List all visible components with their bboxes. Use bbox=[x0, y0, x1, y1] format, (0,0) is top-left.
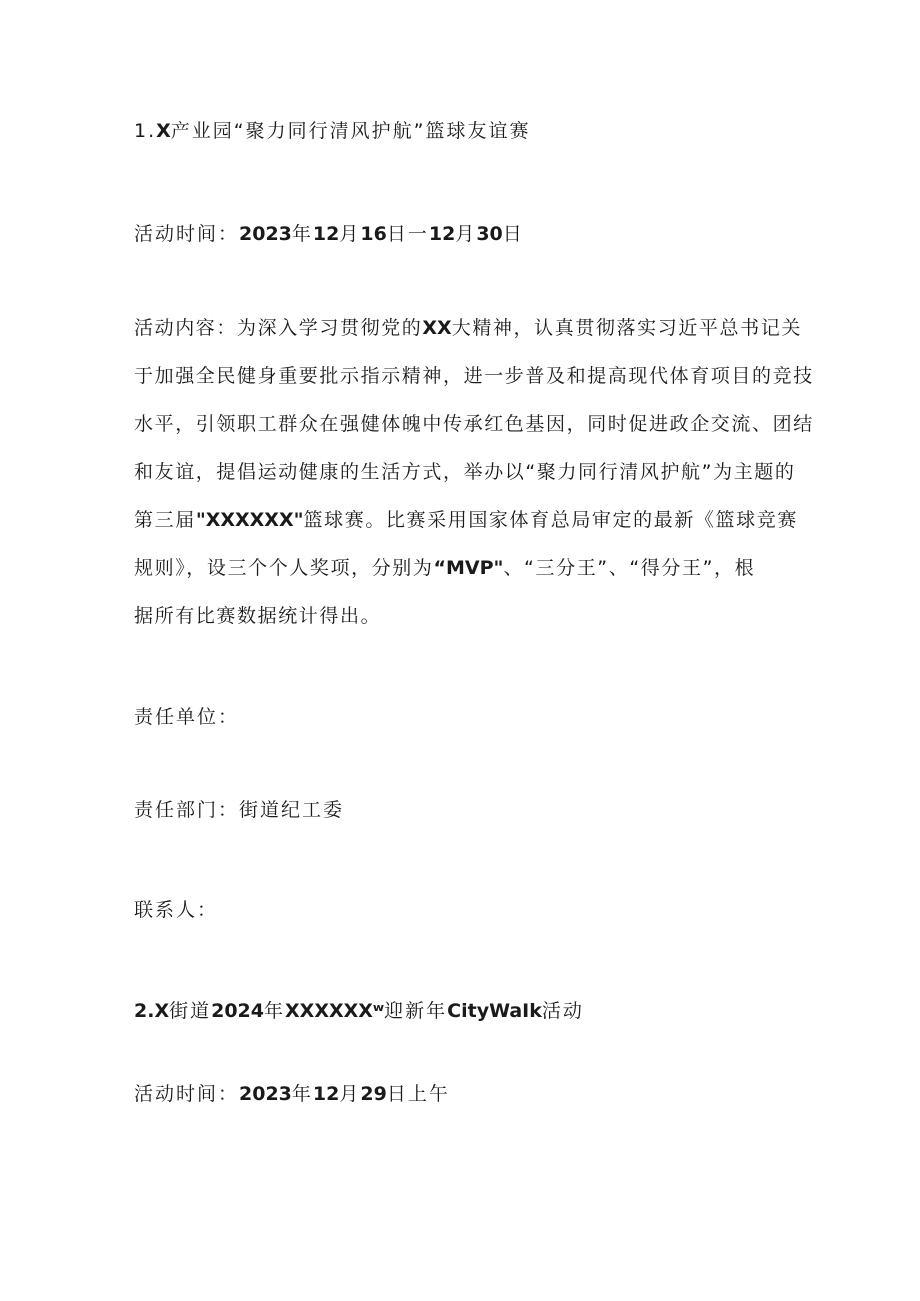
content-text: 于加强全民健身重要批示指示精神，进一步普及和提高现代体育项目的竞技 bbox=[134, 365, 814, 387]
item2-time-rest: 日上午 bbox=[386, 1083, 450, 1105]
content-row bbox=[134, 592, 794, 640]
item1-time-ri1: 日一 bbox=[386, 223, 429, 245]
item1-content bbox=[134, 304, 814, 640]
item2-time-day: 29 bbox=[360, 1083, 387, 1105]
item1-time-day2: 30 bbox=[476, 223, 503, 245]
item2-title-x: XXXXXXʷ bbox=[285, 1000, 385, 1022]
content-text: 篮球赛。比赛采用国家体育总局审定的最新《篮球竞赛 bbox=[303, 509, 798, 531]
content-text: 和友谊，提倡运动健康的生活方式，举办以“聚力同行清风护航”为主题的 bbox=[134, 461, 796, 483]
content-text: 水平，引领职工群众在强健体魄中传承红色基因，同时促进政企交流、团结 bbox=[134, 413, 814, 435]
item2-title-nian: 年 bbox=[264, 1000, 286, 1022]
item2-time-label: 活动时间： bbox=[134, 1083, 240, 1105]
item1-time-nian: 年 bbox=[291, 223, 313, 245]
item2-title bbox=[134, 997, 584, 1025]
item2-time bbox=[134, 1080, 450, 1108]
content-row bbox=[134, 448, 794, 496]
item1-dept-value: 街道纪工委 bbox=[239, 799, 345, 821]
item1-time-ri2: 日 bbox=[502, 223, 524, 245]
item2-title-year: 2024 bbox=[211, 1000, 264, 1022]
item1-title bbox=[134, 117, 530, 145]
item2-time-year: 2023 bbox=[239, 1083, 292, 1105]
content-row bbox=[134, 544, 794, 592]
item1-time-year: 2023 bbox=[239, 223, 292, 245]
item1-title-number: 1. bbox=[134, 120, 157, 142]
item1-dept-label: 责任部门： bbox=[134, 799, 240, 821]
item1-time-label: 活动时间： bbox=[134, 223, 240, 245]
item1-time-day1: 16 bbox=[360, 223, 387, 245]
item1-time-yue1: 月 bbox=[339, 223, 361, 245]
item1-time-month1: 12 bbox=[312, 223, 340, 245]
content-bold: “MVP" bbox=[433, 557, 504, 579]
item1-time-month2: 12 bbox=[428, 223, 456, 245]
content-bold: XX bbox=[422, 317, 452, 339]
item2-title-huodong: 活动 bbox=[541, 1000, 584, 1022]
content-row bbox=[134, 304, 802, 352]
item1-dept bbox=[134, 796, 344, 824]
item1-time-yue2: 月 bbox=[455, 223, 477, 245]
content-text: 规则》，设三个个人奖项，分别为 bbox=[134, 557, 434, 579]
content-text: 大精神，认真贯彻落实习近平总书记关 bbox=[451, 317, 802, 339]
item2-title-num: 2.X bbox=[134, 1000, 170, 1022]
content-row bbox=[134, 400, 814, 448]
item2-title-citywalk: CityWaIk bbox=[447, 1000, 542, 1022]
item1-unit: 责任单位： bbox=[134, 706, 240, 728]
item2-time-yue: 月 bbox=[339, 1083, 361, 1105]
item2-title-xinnian: 迎新年 bbox=[384, 1000, 448, 1022]
item2-time-month: 12 bbox=[312, 1083, 340, 1105]
item1-time bbox=[134, 220, 524, 248]
item1-title-x: X bbox=[156, 120, 171, 142]
item1-contact: 联系人： bbox=[134, 899, 219, 921]
item1-title-text: 产业园“聚力同行清风护航”篮球友谊赛 bbox=[170, 120, 531, 142]
content-text: 第三届 bbox=[134, 509, 196, 531]
item2-time-nian: 年 bbox=[291, 1083, 313, 1105]
content-text: 活动内容：为深入学习贯彻党的 bbox=[134, 317, 423, 339]
content-row bbox=[134, 352, 814, 400]
content-row bbox=[134, 496, 798, 544]
content-text: 据所有比赛数据统计得出。 bbox=[134, 605, 382, 627]
item2-title-jiedao: 街道 bbox=[169, 1000, 212, 1022]
content-text: 、“三分王”、“得分王”，根 bbox=[503, 557, 756, 579]
content-bold: "XXXXXX" bbox=[195, 509, 304, 531]
